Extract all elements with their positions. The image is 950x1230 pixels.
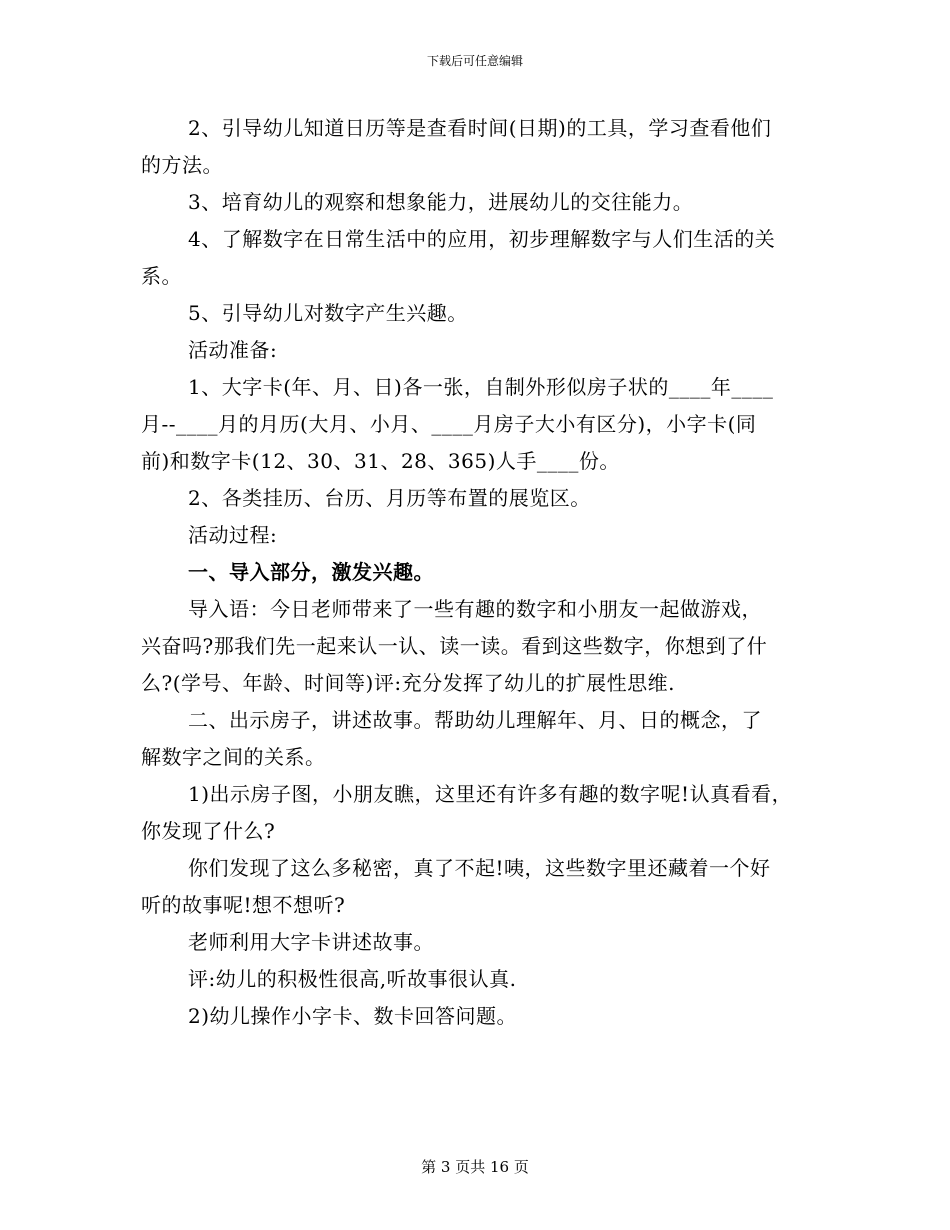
text-line: 1)出示房子图，小朋友瞧，这里还有许多有趣的数字呢!认真看看， [188,782,793,806]
paragraph [141,110,821,184]
paragraph [141,369,821,480]
text-line: 系。 [141,264,182,288]
paragraph [141,184,821,221]
text-line: 1、大字卡(年、月、日)各一张，自制外形似房子状的____年____ [188,375,774,399]
text-line: 解数字之间的关系。 [141,745,326,769]
paragraph [141,295,821,332]
paragraph [141,591,821,702]
paragraph [141,480,821,517]
text-line: 二、出示房子，讲述故事。帮助幼儿理解年、月、日的概念，了 [188,708,762,732]
paragraph [141,221,821,295]
document-body [141,110,821,1035]
text-line: 活动准备: [188,338,278,362]
paragraph [141,517,821,554]
paragraph [141,998,821,1035]
text-line: 4、了解数字在日常生活中的应用，初步理解数字与人们生活的关 [188,227,776,251]
text-line: 老师利用大字卡讲述故事。 [188,930,434,954]
text-line: 评:幼儿的积极性很高,听故事很认真. [188,967,517,991]
text-line: 一、导入部分，激发兴趣。 [188,560,434,584]
text-line: 5、引导幼儿对数字产生兴趣。 [188,301,468,325]
text-line: 活动过程: [188,523,278,547]
paragraph [141,924,821,961]
text-line: 前)和数字卡(12、30、31、28、365)人手____份。 [141,449,620,473]
text-line: 导入语：今日老师带来了一些有趣的数字和小朋友一起做游戏， [188,597,762,621]
text-line: 你们发现了这么多秘密，真了不起!咦，这些数字里还藏着一个好 [188,856,771,880]
paragraph [141,961,821,998]
text-line: 2、各类挂历、台历、月历等布置的展览区。 [188,486,591,510]
text-line: 兴奋吗?那我们先一起来认一认、读一读。看到这些数字，你想到了什 [141,634,768,658]
text-line: 你发现了什么? [141,819,276,843]
page-header: 下载后可任意编辑 [426,54,523,68]
text-line: 3、培育幼儿的观察和想象能力，进展幼儿的交往能力。 [188,190,694,214]
paragraph [141,776,821,850]
paragraph [141,554,821,591]
paragraph [141,332,821,369]
text-line: 听的故事呢!想不想听? [141,893,346,917]
text-line: 么?(学号、年龄、时间等)评:充分发挥了幼儿的扩展性思维. [141,671,675,695]
paragraph [141,702,821,776]
text-line: 月--____月的月历(大月、小月、____月房子大小有区分)，小字卡(同 [141,412,757,436]
text-line: 2、引导幼儿知道日历等是查看时间(日期)的工具，学习查看他们 [188,116,772,140]
paragraph [141,850,821,924]
page-footer: 第 3 页共 16 页 [421,1158,529,1176]
text-line: 的方法。 [141,153,223,177]
text-line: 2)幼儿操作小字卡、数卡回答问题。 [188,1004,518,1028]
